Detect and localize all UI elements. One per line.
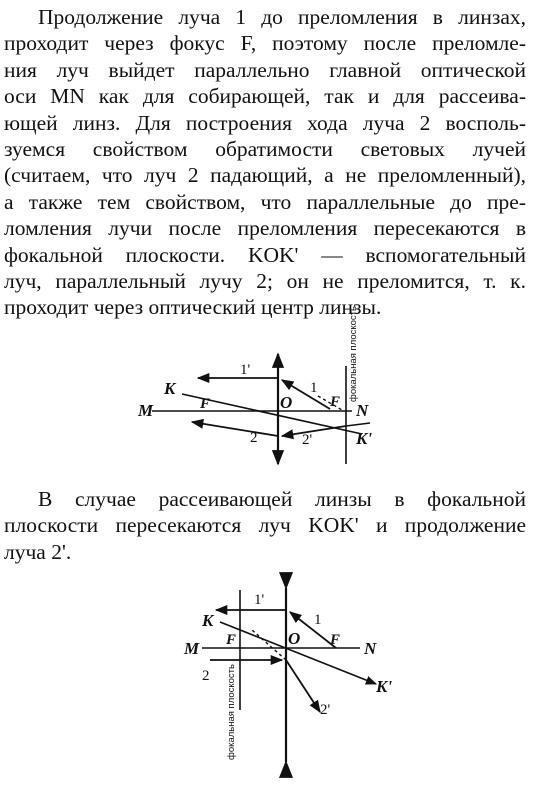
ray-2-prime-continuation — [252, 630, 286, 660]
ray-2 — [192, 422, 278, 436]
text-line: луча 2'. — [4, 539, 72, 564]
text-line: проходит через оптический центр линзы. — [4, 295, 382, 320]
label-n: N — [364, 639, 377, 658]
text-line: В случае рассеивающей линзы в фокальной — [38, 487, 526, 511]
label-1: 1 — [314, 612, 322, 628]
label-m: M — [138, 401, 154, 420]
figure-converging-lens — [130, 306, 390, 476]
label-n: N — [356, 401, 369, 420]
label-f-left: F — [200, 396, 211, 412]
text-line: а также тем свойством, что параллельные до пре- — [4, 189, 526, 214]
ray-2-prime-extra — [346, 423, 370, 426]
label-1-prime: 1' — [240, 362, 251, 378]
text-line: оси MN как для собирающей, так и для рассеива- — [4, 84, 526, 109]
figure-diverging-lens — [180, 580, 400, 770]
label-o: O — [288, 629, 301, 648]
text-line: зуемся свойством обратимости световых лучей — [4, 137, 526, 162]
label-1: 1 — [310, 380, 318, 396]
label-k-prime: K' — [376, 677, 393, 696]
label-f-left: F — [226, 632, 237, 648]
label-m: M — [184, 639, 200, 658]
label-2-prime: 2' — [320, 702, 331, 718]
text-line: ющей линз. Для построения хода луча 2 восполь- — [4, 110, 526, 135]
text-line: ломления лучи после преломления пересекаются в — [4, 216, 526, 241]
ray-2-prime — [282, 426, 346, 436]
label-o: O — [280, 393, 293, 412]
label-focal-plane: фокальная плоскость — [348, 306, 359, 402]
text-line: фокальной плоскости. KOK' — вспомогательный — [4, 242, 526, 267]
text-line: (считаем, что луч 2 падающий, а не преломленный), — [4, 163, 526, 188]
label-2: 2 — [202, 668, 210, 684]
label-k: K — [164, 379, 176, 398]
label-2: 2 — [250, 430, 258, 446]
paragraph-2 — [4, 486, 526, 565]
label-2-prime: 2' — [302, 432, 313, 448]
label-f-right: F — [330, 394, 341, 410]
ray-2-prime — [286, 660, 320, 712]
label-k-prime: K' — [356, 429, 373, 448]
text-line: плоскости пересекаются луч KOK' и продолжение — [4, 513, 526, 538]
label-1-prime: 1' — [254, 592, 265, 608]
text-line: Продолжение луча 1 до преломления в линзах, — [38, 5, 526, 29]
label-f-right: F — [330, 632, 341, 648]
text-line: проходит через фокус F, поэтому после преломле- — [4, 31, 526, 56]
text-line: луч, параллельный лучу 2; он не преломится, т. к. — [4, 269, 526, 294]
label-focal-plane: фокальная плоскость — [226, 664, 237, 760]
text-line: ния луч выйдет параллельно главной оптической — [4, 57, 526, 82]
paragraph-1 — [4, 4, 526, 321]
label-k: K — [202, 611, 214, 630]
